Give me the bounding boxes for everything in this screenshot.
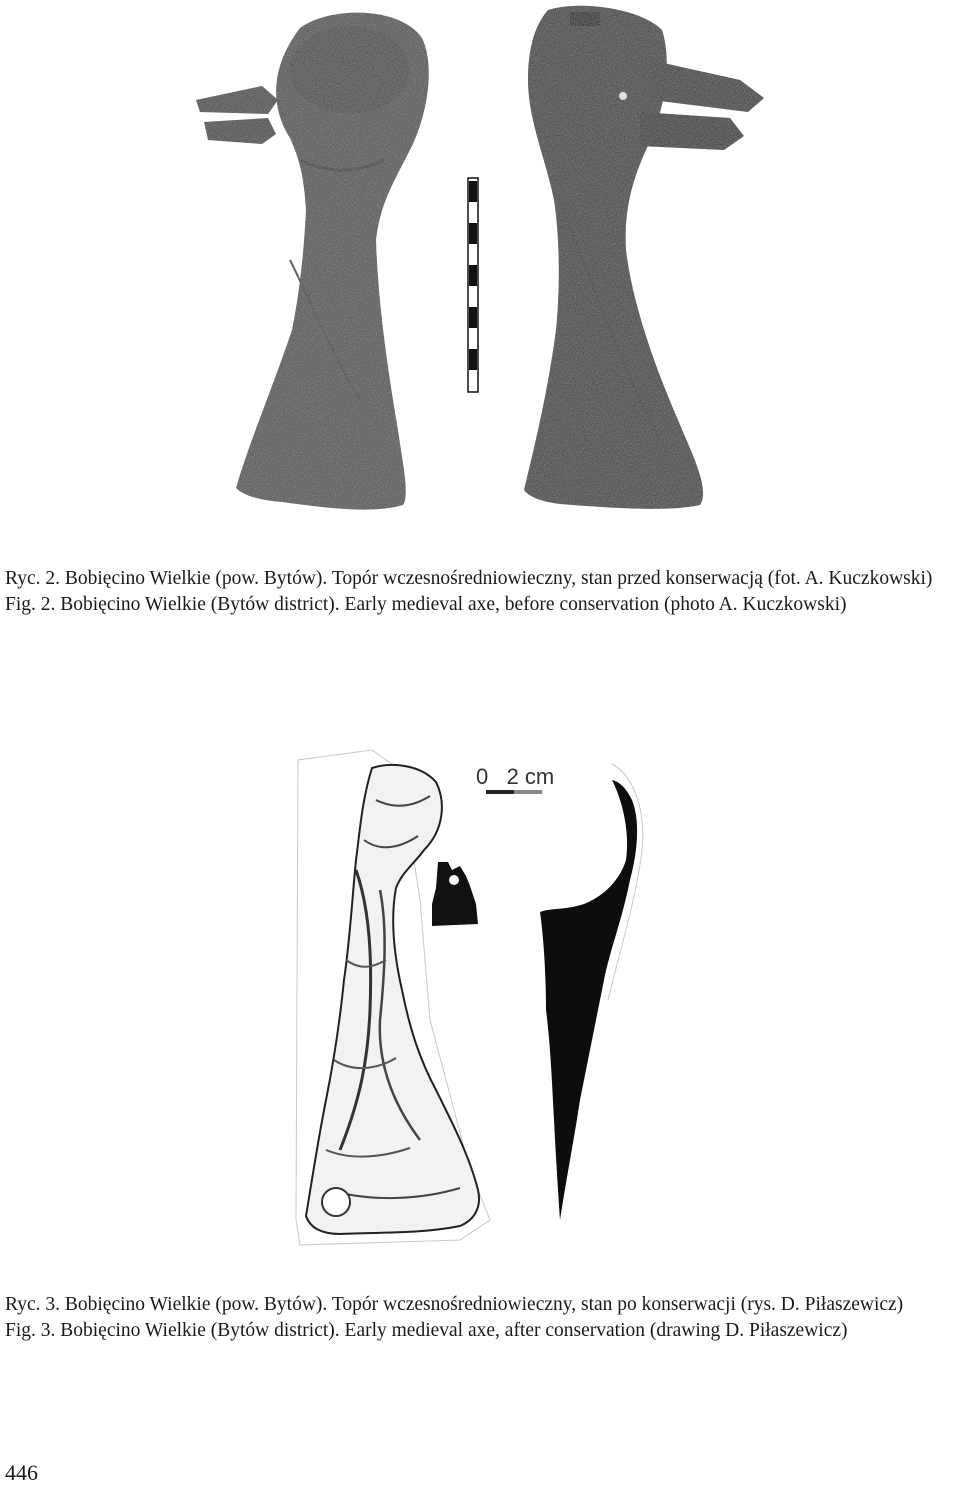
figure-3-caption-en: Fig. 3. Bobięcino Wielkie (Bytów district). Early medieval axe, after conservation (drawing D. Piłaszewicz): [5, 1320, 848, 1341]
figure-2-caption-pl: Ryc. 2. Bobięcino Wielkie (pow. Bytów). Topór wczesnośredniowieczny, stan przed konserwacją (fot. A. Kuczkowski): [5, 568, 933, 589]
axe-photo-left: [196, 13, 429, 510]
figure-3-caption: [5, 1292, 957, 1344]
figure-2-caption-en: Fig. 2. Bobięcino Wielkie (Bytów district). Early medieval axe, before conservation (photo A. Kuczkowski): [5, 594, 847, 615]
drawing-scale-bar: [476, 764, 554, 794]
axe-blade-profile: [540, 780, 637, 1220]
photo-scale-bar: [468, 178, 478, 392]
figure-2-caption: [5, 566, 957, 618]
figure-2-photo: [0, 0, 960, 520]
axe-drawing-face: [306, 765, 479, 1234]
axe-butt-section: [432, 862, 478, 926]
page-number: 446: [5, 1460, 38, 1485]
figure-3-drawing: [0, 740, 960, 1250]
axe-photo-right: [524, 6, 764, 509]
drawing-scale-label: 0 2 cm: [476, 764, 555, 789]
figure-3-caption-pl: Ryc. 3. Bobięcino Wielkie (pow. Bytów). Topór wczesnośredniowieczny, stan po konserwacji (rys. D. Piłaszewicz): [5, 1294, 904, 1315]
